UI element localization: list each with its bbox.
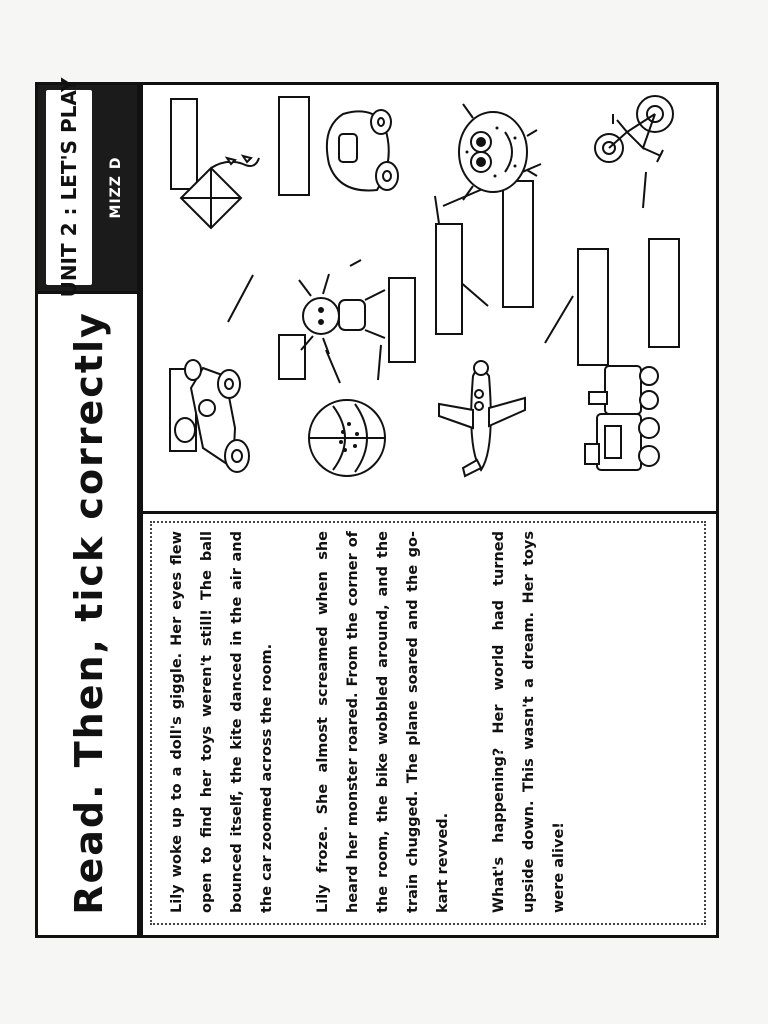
go-kart-icon: [163, 348, 255, 488]
doll-icon: [293, 266, 389, 360]
plane-icon: [433, 356, 529, 480]
tick-box-bike[interactable]: [648, 238, 680, 348]
page-title: Read. Then, tick correctly: [67, 311, 111, 915]
unit-label: UNIT 2 : LET'S PLAY: [46, 90, 92, 285]
bike-icon: [583, 88, 679, 178]
worksheet-page: [35, 77, 719, 938]
kite-icon: [161, 148, 261, 248]
train-icon: [579, 354, 671, 478]
author-label: MIZZ D: [108, 156, 124, 219]
story-text: [162, 531, 698, 913]
monster-icon: [443, 98, 539, 206]
tick-box-plane[interactable]: [435, 223, 463, 335]
ball-icon: [305, 396, 389, 480]
worksheet-canvas: [38, 77, 716, 935]
story-paragraph: What's happening? Her world had turned upside down. This wasn't a dream. Her toys were alive!: [491, 531, 567, 913]
tick-box-train[interactable]: [577, 248, 609, 366]
story-paragraph: Lily woke up to a doll's giggle. Her eyes flew open to find her toys weren't still! The ball bounced itself, the kite danced in the air and the car zoomed across the room.: [169, 531, 275, 913]
toy-car-icon: [303, 98, 413, 208]
story-paragraph: Lily froze. She almost screamed when she heard her monster roared. From the corner of the room, the bike wobbled around, and the train chugged. The plane soared and the go-kart revved.: [315, 531, 451, 913]
pictures-panel: [143, 85, 716, 508]
tick-box-doll[interactable]: [388, 277, 416, 363]
